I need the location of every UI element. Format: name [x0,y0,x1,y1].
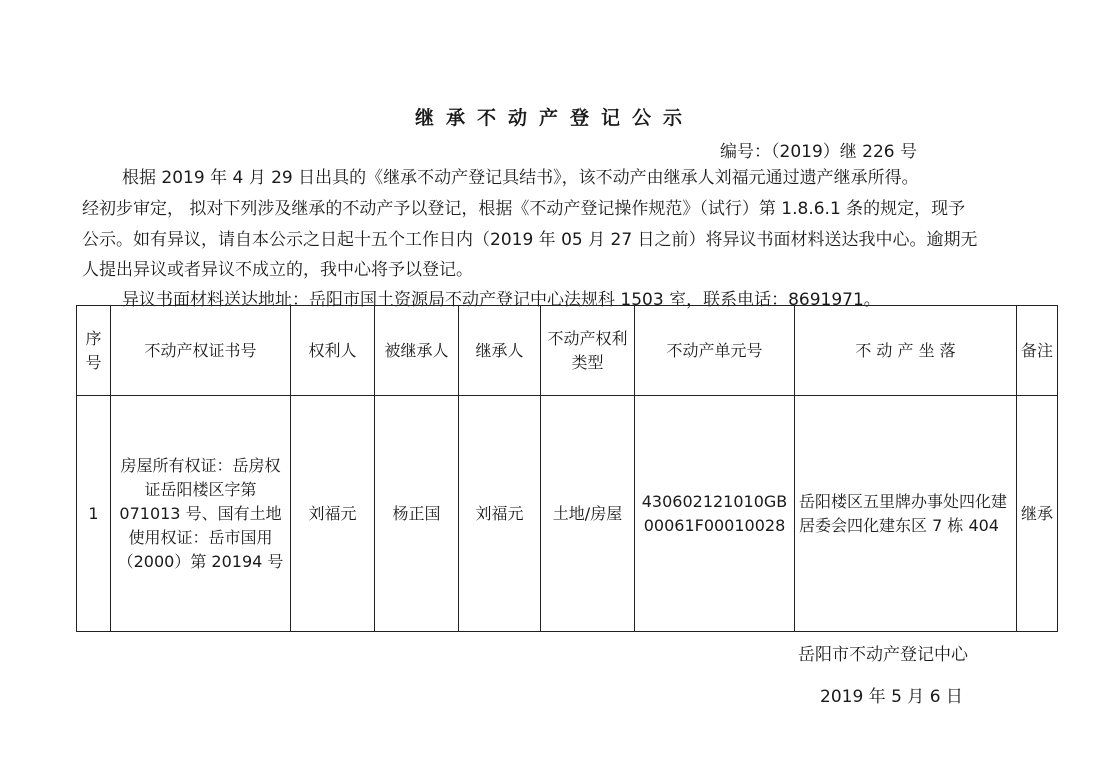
table-header-row [77,306,1058,396]
cell-decedent: 杨正国 [375,396,459,632]
cell-unit-no: 430602121010GB00061F00010028 [635,396,795,632]
cell-heir: 刘福元 [459,396,541,632]
header-unit-no: 不动产单元号 [635,306,795,396]
header-cert: 不动产权证书号 [111,306,291,396]
document-number: 编号：（2019）继 226 号 [720,142,918,162]
page-title: 继承不动产登记公示 [414,107,694,129]
header-location: 不 动 产 坐 落 [795,306,1017,396]
issuer-signature: 岳阳市不动产登记中心 [798,645,968,665]
paragraph-5: 异议书面材料送达地址：岳阳市国土资源局不动产登记中心法规科 1503 室，联系电话：8691971。 [122,290,881,310]
header-no: 序号 [77,306,111,396]
table-row [77,396,1058,632]
header-right-type: 不动产权利类型 [541,306,635,396]
paragraph-3: 公示。如有异议，请自本公示之日起十五个工作日内（2019 年 05 月 27 日之前）将异议书面材料送达我中心。逾期无 [82,230,978,250]
header-decedent: 被继承人 [375,306,459,396]
issue-date: 2019 年 5 月 6 日 [820,687,963,707]
cell-right-type: 土地/房屋 [541,396,635,632]
header-heir: 继承人 [459,306,541,396]
cell-holder: 刘福元 [291,396,375,632]
header-remark: 备注 [1017,306,1058,396]
registration-table [76,305,1058,632]
header-holder: 权利人 [291,306,375,396]
cell-cert: 房屋所有权证：岳房权证岳阳楼区字第 071013 号、国有土地使用权证：岳市国用（2000）第 20194 号 [111,396,291,632]
paragraph-1: 根据 2019 年 4 月 29 日出具的《继承不动产登记具结书》，该不动产由继承人刘福元通过遗产继承所得。 [122,168,919,188]
cell-remark: 继承 [1017,396,1058,632]
cell-location: 岳阳楼区五里牌办事处四化建居委会四化建东区 7 栋 404 [795,396,1017,632]
paragraph-4: 人提出异议或者异议不成立的，我中心将予以登记。 [82,260,473,280]
paragraph-2: 经初步审定， 拟对下列涉及继承的不动产予以登记，根据《不动产登记操作规范》（试行）第 1.8.6.1 条的规定，现予 [82,199,966,219]
cell-no: 1 [77,396,111,632]
